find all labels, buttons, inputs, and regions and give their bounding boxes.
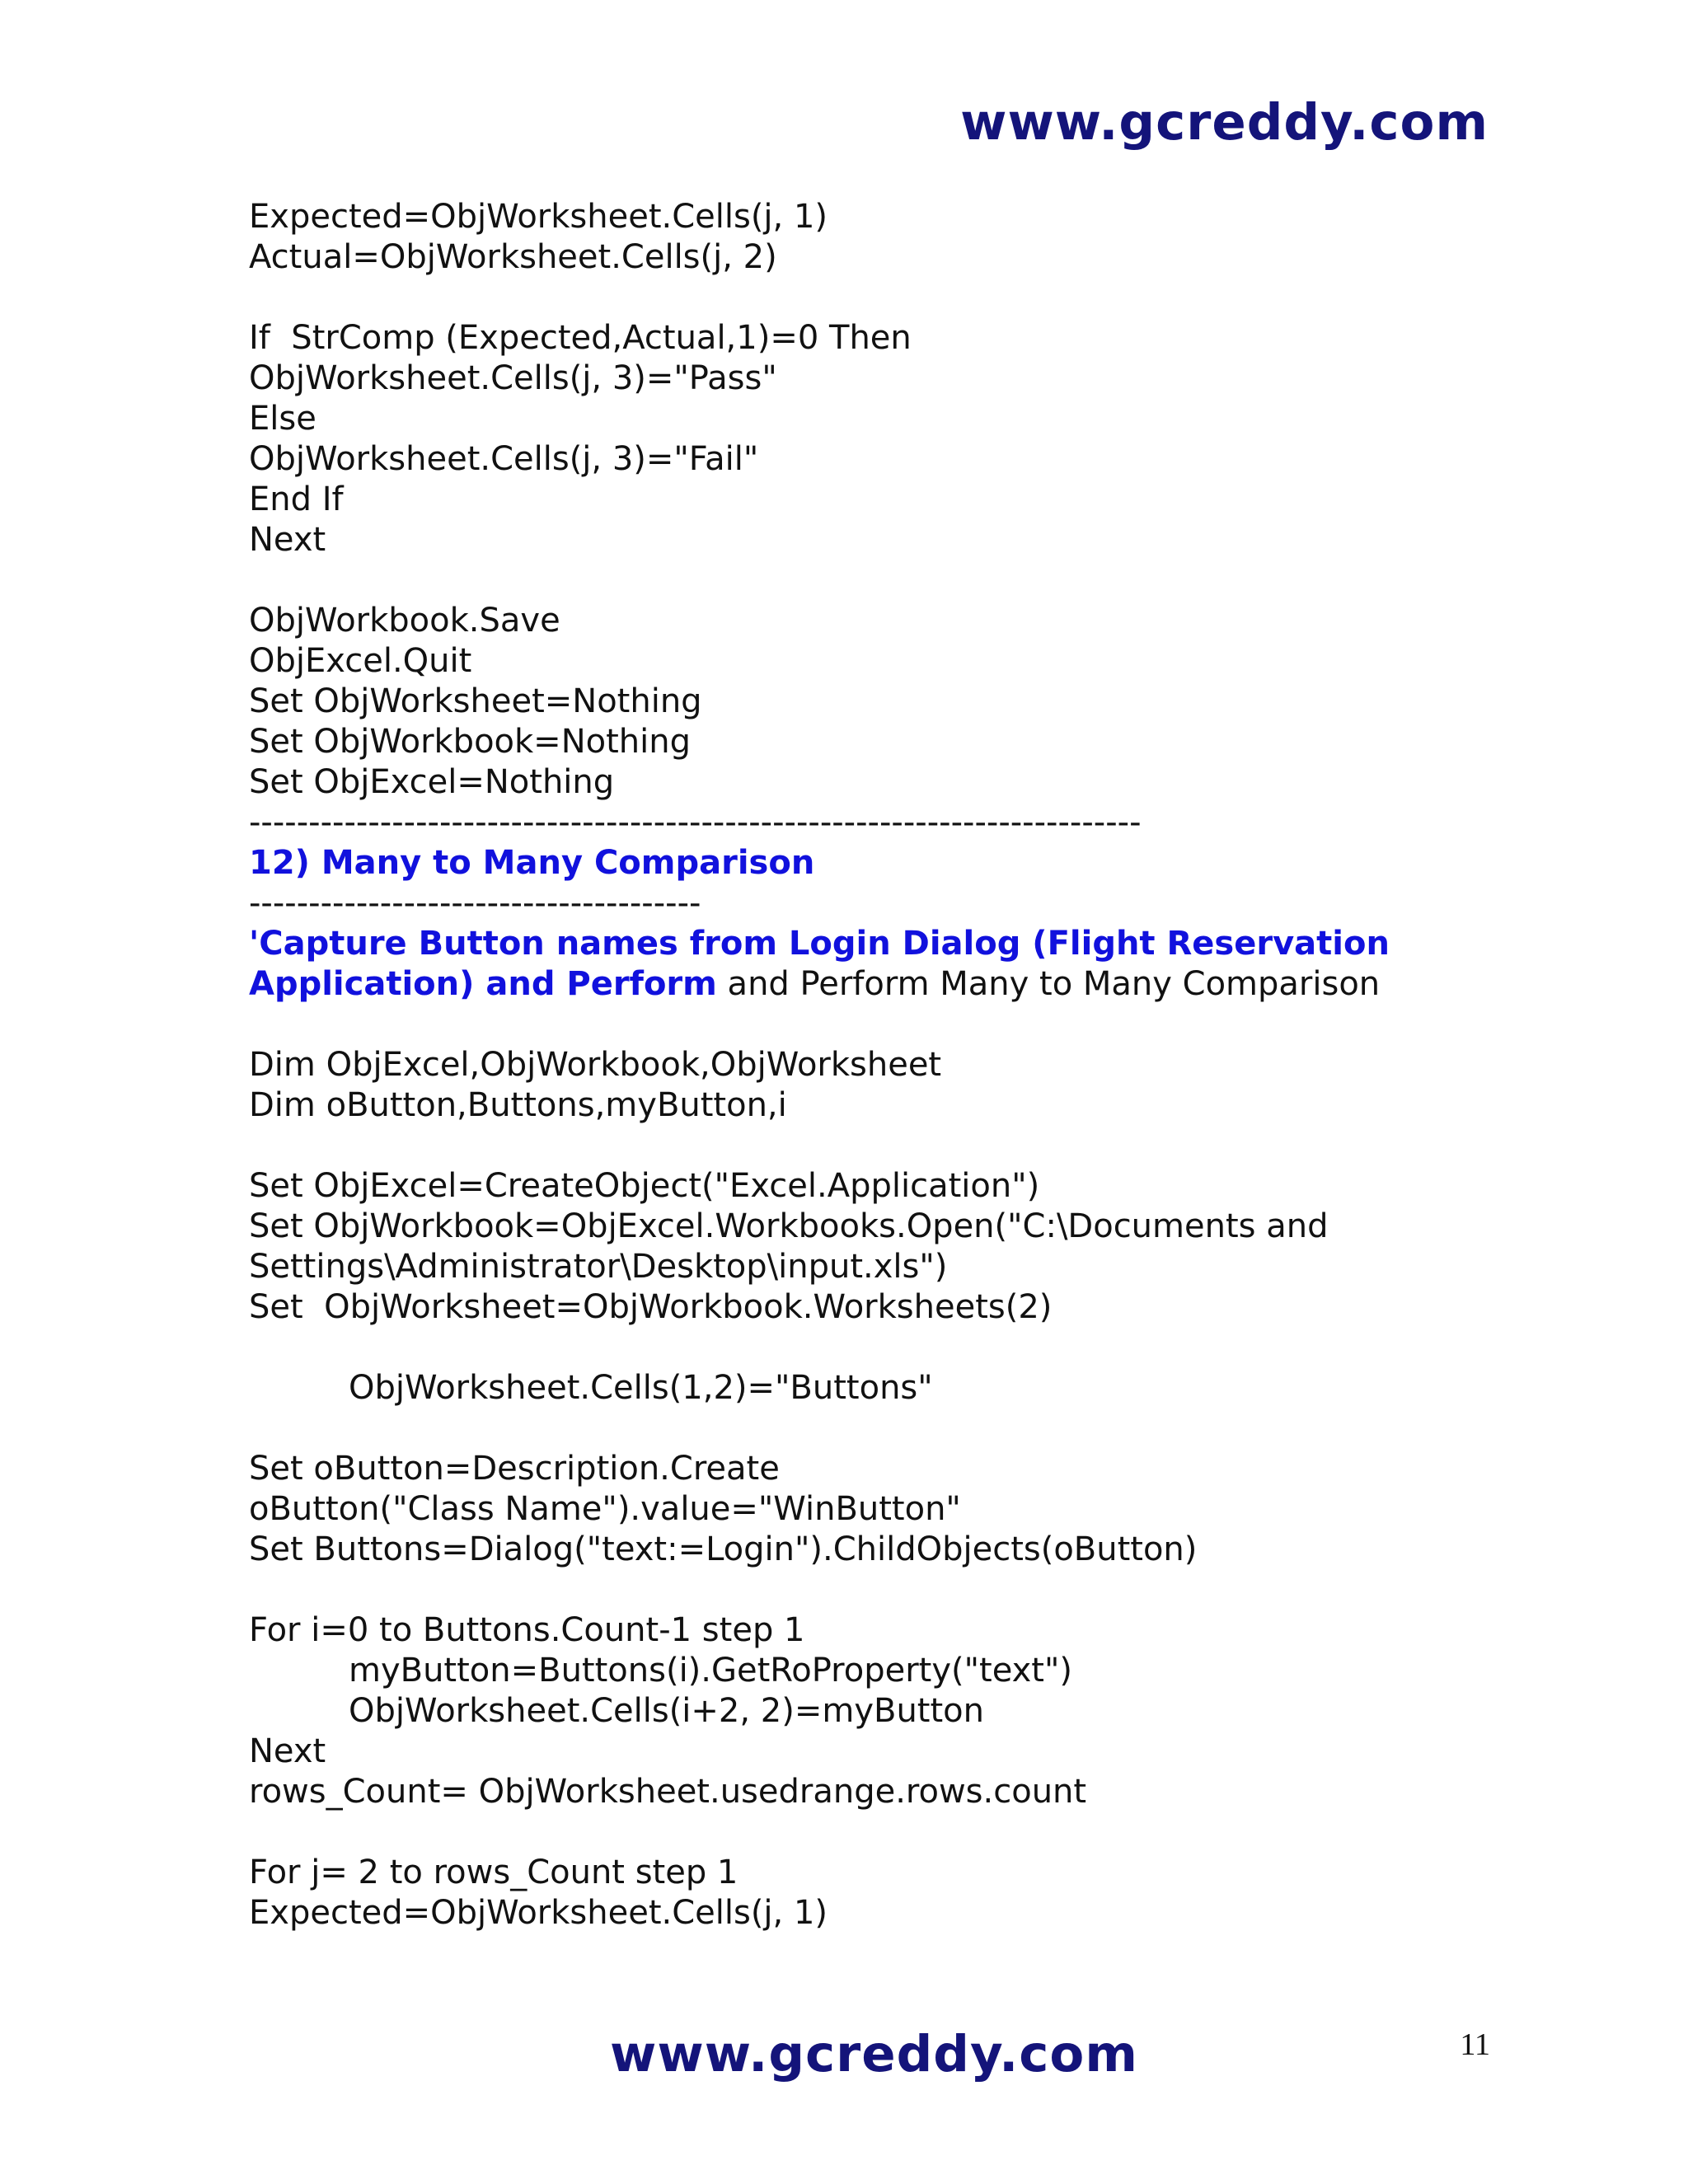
code-line: Dim oButton,Buttons,myButton,i bbox=[249, 1086, 787, 1124]
code-line: Set Buttons=Dialog("text:=Login").ChildObjects(oButton) bbox=[249, 1530, 1198, 1568]
code-line: Set oButton=Description.Create bbox=[249, 1450, 780, 1488]
code-line: Set ObjWorkbook=Nothing bbox=[249, 723, 691, 761]
page-number: 11 bbox=[1460, 2027, 1490, 2062]
code-line: If StrComp (Expected,Actual,1)=0 Then bbox=[249, 319, 912, 357]
comment-line-2-rest: and Perform Many to Many Comparison bbox=[716, 965, 1381, 1003]
code-line: End If bbox=[249, 480, 344, 518]
code-line: For j= 2 to rows_Count step 1 bbox=[249, 1854, 738, 1891]
code-line: rows_Count= ObjWorksheet.usedrange.rows.count bbox=[249, 1773, 1087, 1811]
code-line: Next bbox=[249, 1732, 326, 1770]
code-line: myButton=Buttons(i).GetRoProperty("text") bbox=[349, 1652, 1072, 1690]
section-title: 12) Many to Many Comparison bbox=[249, 844, 815, 882]
code-line: Set ObjExcel=CreateObject("Excel.Application") bbox=[249, 1167, 1040, 1205]
code-line: Else bbox=[249, 400, 316, 438]
separator-long: --------------------------------------------------------------------------- bbox=[249, 804, 1142, 841]
code-line: ObjWorksheet.Cells(j, 3)="Fail" bbox=[249, 440, 759, 478]
blank-line bbox=[249, 560, 1452, 601]
blank-line bbox=[249, 1126, 1452, 1166]
comment-line-2 bbox=[249, 964, 1452, 1005]
code-line: For i=0 to Buttons.Count-1 step 1 bbox=[249, 1611, 805, 1649]
blank-line bbox=[249, 1005, 1452, 1045]
code-line: Expected=ObjWorksheet.Cells(j, 1) bbox=[249, 1894, 828, 1932]
code-line: ObjWorksheet.Cells(j, 3)="Pass" bbox=[249, 359, 777, 397]
code-line: Set ObjWorksheet=Nothing bbox=[249, 682, 702, 720]
code-line: ObjExcel.Quit bbox=[249, 642, 472, 680]
code-line: Dim ObjExcel,ObjWorkbook,ObjWorksheet bbox=[249, 1046, 942, 1084]
code-line: Next bbox=[249, 521, 326, 559]
code-line: Expected=ObjWorksheet.Cells(j, 1) bbox=[249, 198, 828, 236]
code-line: ObjWorksheet.Cells(1,2)="Buttons" bbox=[349, 1369, 933, 1407]
blank-line bbox=[249, 1408, 1452, 1449]
blank-line bbox=[249, 1812, 1452, 1853]
footer-website-url: www.gcreddy.com bbox=[610, 2025, 1138, 2083]
separator-short: -------------------------------------- bbox=[249, 884, 701, 922]
code-line: Set ObjWorkbook=ObjExcel.Workbooks.Open("C:\Documents and bbox=[249, 1207, 1329, 1245]
code-line: oButton("Class Name").value="WinButton" bbox=[249, 1490, 961, 1528]
code-line: Set ObjWorksheet=ObjWorkbook.Worksheets(2) bbox=[249, 1288, 1053, 1326]
code-line: Set ObjExcel=Nothing bbox=[249, 763, 615, 801]
code-line: Settings\Administrator\Desktop\input.xls") bbox=[249, 1248, 948, 1286]
blank-line bbox=[249, 1328, 1452, 1368]
code-line: ObjWorksheet.Cells(i+2, 2)=myButton bbox=[349, 1692, 984, 1730]
blank-line bbox=[249, 1570, 1452, 1610]
blank-line bbox=[249, 278, 1452, 318]
comment-line-1: 'Capture Button names from Login Dialog (Flight Reservation bbox=[249, 925, 1390, 963]
code-line: Actual=ObjWorksheet.Cells(j, 2) bbox=[249, 238, 777, 276]
code-line: ObjWorkbook.Save bbox=[249, 602, 560, 640]
header-website-url: www.gcreddy.com bbox=[960, 93, 1489, 152]
comment-line-2-bold: Application) and Perform bbox=[249, 965, 717, 1003]
document-content bbox=[249, 197, 1452, 1933]
